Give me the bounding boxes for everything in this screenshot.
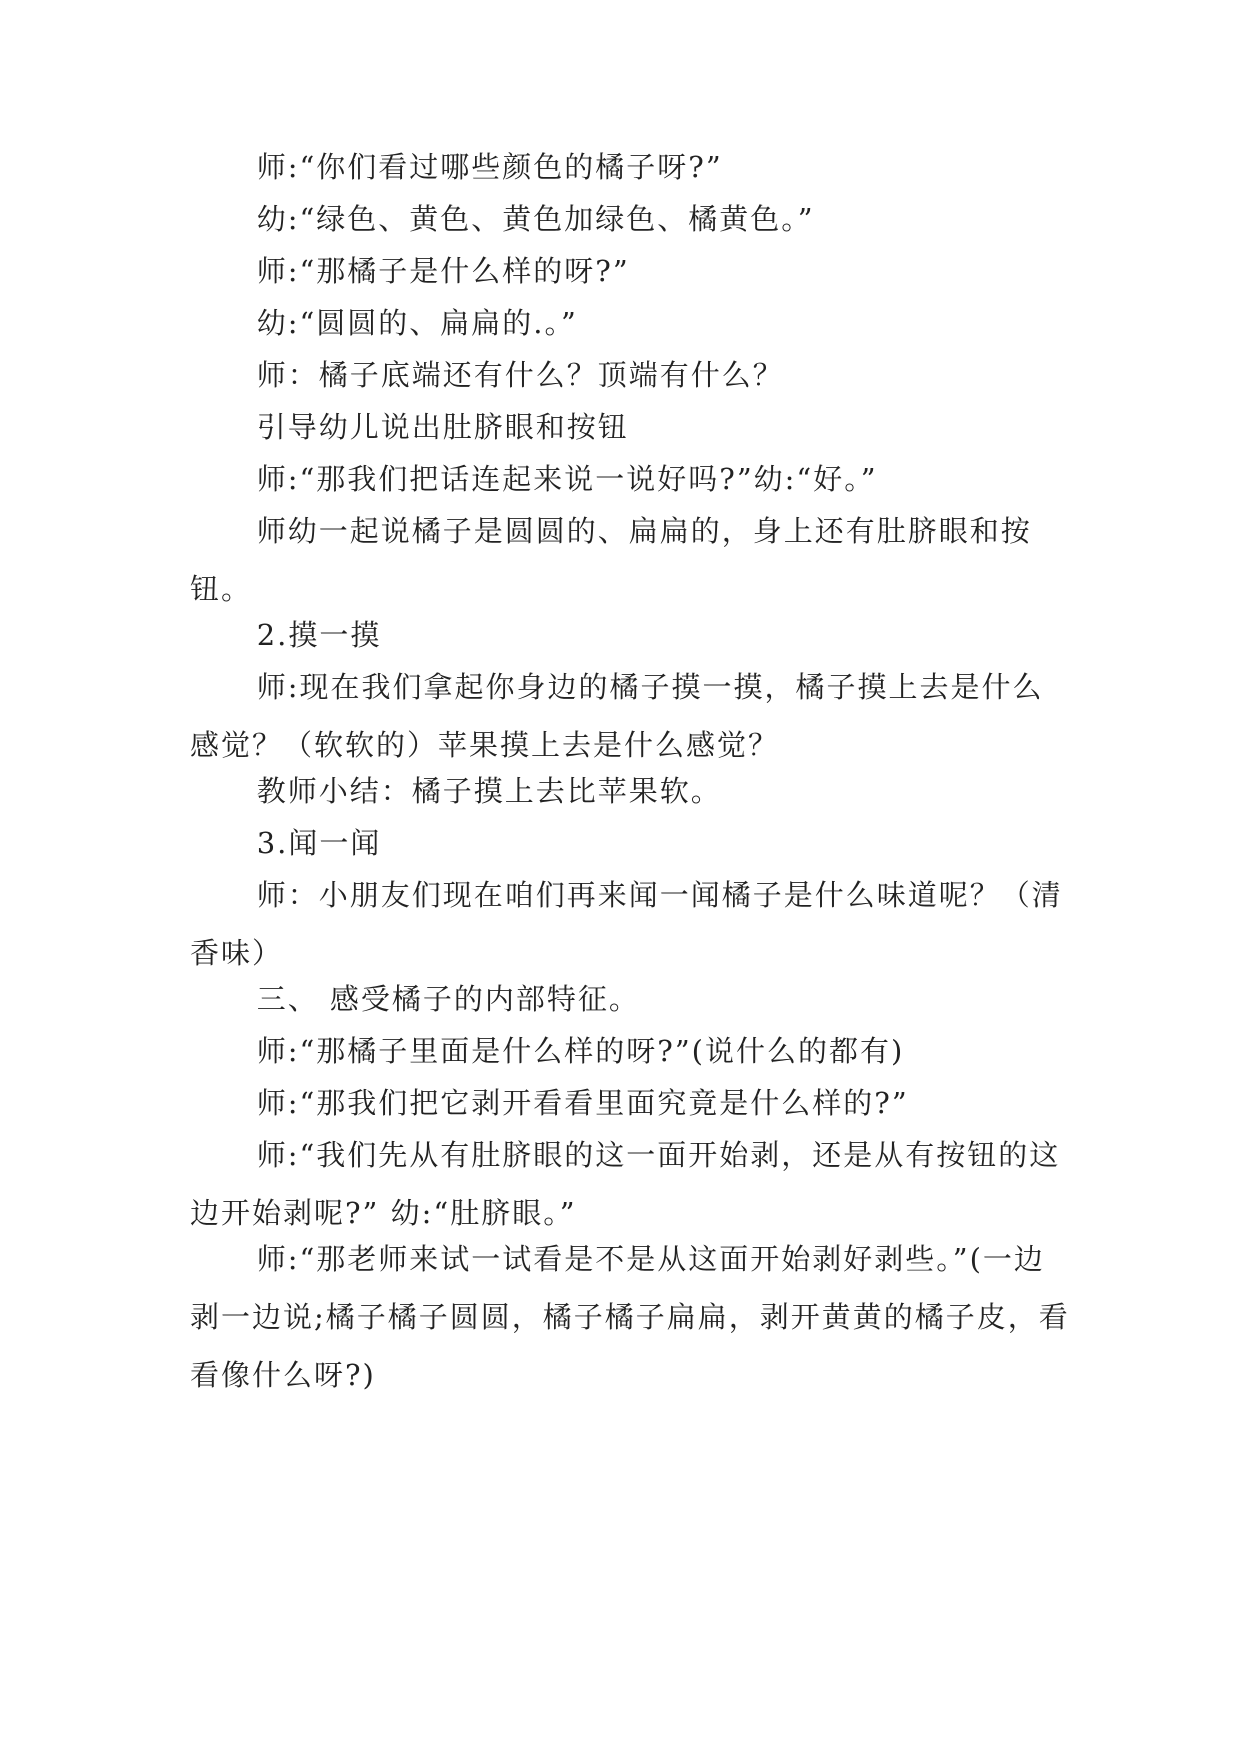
paragraph-3: 师:“那橘子是什么样的呀?” [256,254,630,288]
paragraph-17: 师:“我们先从有肚脐眼的这一面开始剥，还是从有按钮的这边开始剥呢?” 幼:“肚脐眼。” [190,1138,1061,1230]
paragraph-8: 师幼一起说橘子是圆圆的、扁扁的，身上还有肚脐眼和按钮。 [190,514,1032,606]
paragraph-1: 师:“你们看过哪些颜色的橘子呀?” [256,150,723,184]
paragraph-9: 2.摸一摸 [256,618,382,652]
paragraph-5: 师：橘子底端还有什么？顶端有什么？ [256,358,784,392]
paragraph-2: 幼:“绿色、黄色、黄色加绿色、橘黄色。” [256,202,815,236]
paragraph-14: 三、 感受橘子的内部特征。 [256,982,640,1016]
paragraph-18: 师:“那老师来试一试看是不是从这面开始剥好剥些。”(一边剥一边说;橘子橘子圆圆，橘子橘子扁扁，剥开黄黄的橘子皮，看看像什么呀?) [190,1242,1070,1392]
paragraph-4: 幼:“圆圆的、扁扁的.。” [256,306,578,340]
paragraph-15: 师:“那橘子里面是什么样的呀?”(说什么的都有) [256,1034,905,1068]
paragraph-13: 师：小朋友们现在咱们再来闻一闻橘子是什么味道呢？（清香味） [190,878,1063,970]
paragraph-12: 3.闻一闻 [256,826,382,860]
paragraph-6: 引导幼儿说出肚脐眼和按钮 [256,410,629,444]
paragraph-7: 师:“那我们把话连起来说一说好吗?”幼:“好。” [256,462,878,496]
paragraph-10: 师:现在我们拿起你身边的橘子摸一摸，橘子摸上去是什么感觉？（软软的）苹果摸上去是什么感觉？ [190,670,1044,762]
paragraph-16: 师:“那我们把它剥开看看里面究竟是什么样的?” [256,1086,909,1120]
paragraph-11: 教师小结：橘子摸上去比苹果软。 [256,774,722,808]
